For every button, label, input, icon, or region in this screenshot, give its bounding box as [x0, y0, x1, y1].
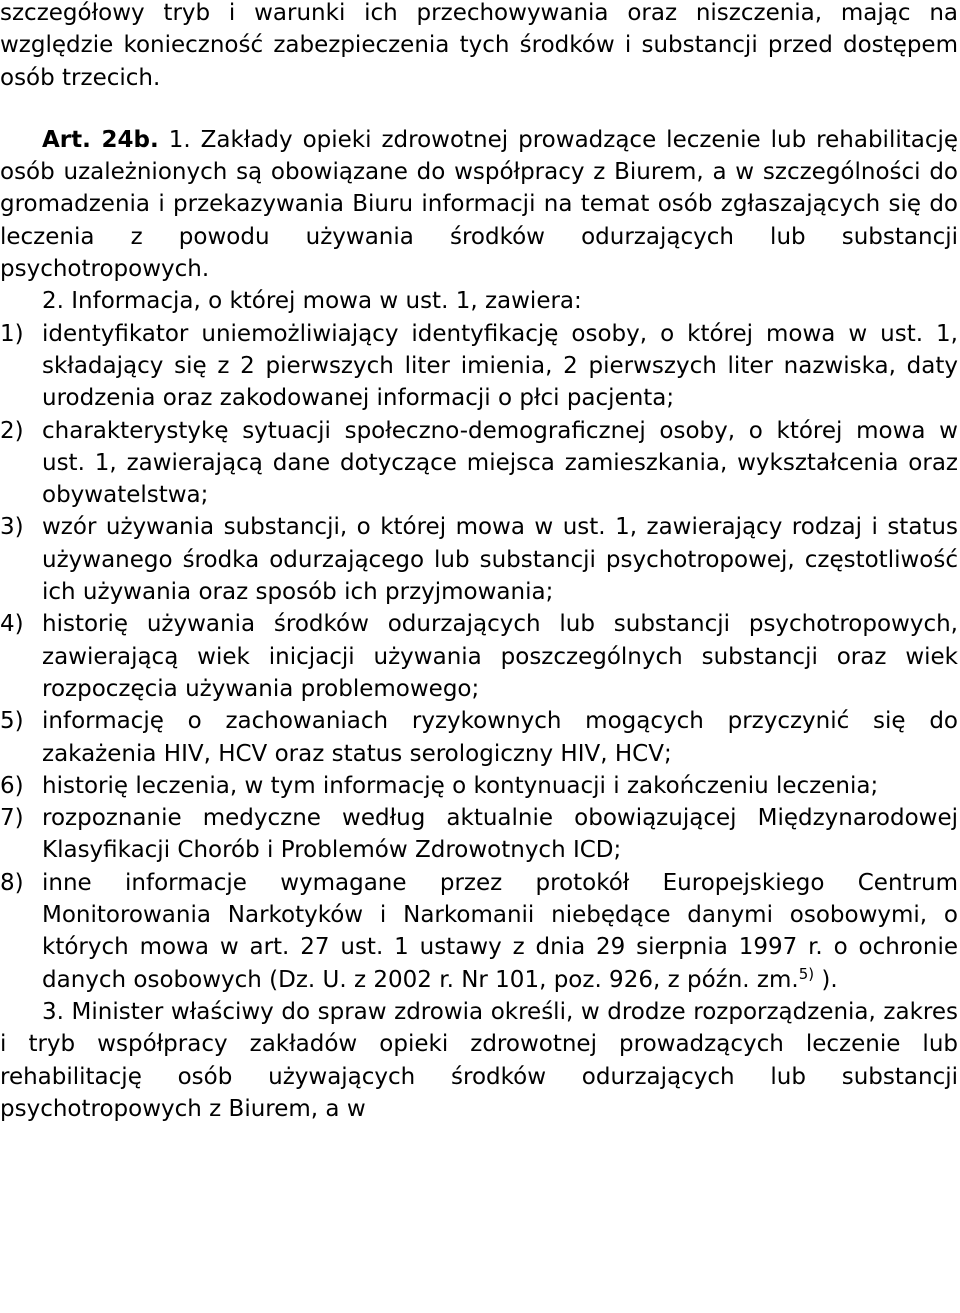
paragraph-2-intro: 2. Informacja, o której mowa w ust. 1, zawiera: [42, 288, 582, 315]
paragraph-gap [0, 94, 958, 124]
item-number: 7) [0, 805, 24, 832]
item-number: 1) [0, 320, 24, 347]
list-item [0, 415, 958, 512]
article-heading: Art. 24b. [42, 126, 159, 153]
list-item [0, 770, 958, 802]
list-item [0, 867, 958, 996]
item-number: 8) [0, 869, 24, 896]
paragraph-1-text: 1. Zakłady opieki zdrowotnej prowadzące leczenie lub rehabilitację osób uzależnionych są obowiązane do współpracy z Biurem, a w szczególności do gromadzenia i przekazywania Biuru informacji na temat osób zgłaszających się do leczenia z powodu używania środków odurzających lub substancji psychotropowych. [0, 126, 959, 283]
footnote-marker: 5) [798, 964, 815, 983]
item-number: 3) [0, 514, 24, 541]
list-item [0, 318, 958, 415]
item-text: informację o zachowaniach ryzykownych mogących przyczynić się do zakażenia HIV, HCV oraz status serologiczny HIV, HCV; [42, 708, 958, 767]
list-item [0, 608, 958, 705]
item-text-closing: ). [814, 966, 838, 993]
item-text: historię leczenia, w tym informację o kontynuacji i zakończeniu leczenia; [42, 772, 879, 799]
list-item [0, 511, 958, 608]
item-text: identyfikator uniemożliwiający identyfikację osoby, o której mowa w ust. 1, składający się z 2 pierwszych liter imienia, 2 pierwszych liter nazwiska, daty urodzenia oraz zakodowanej informacji o płci pacjenta; [42, 320, 958, 412]
intro-paragraph: szczegółowy tryb i warunki ich przechowywania oraz niszczenia, mając na względzie konieczność zabezpieczenia tych środków i substancji przed dostępem osób trzecich. [0, 0, 958, 91]
paragraph-3: 3. Minister właściwy do spraw zdrowia określi, w drodze rozporządzenia, zakres i tryb współpracy zakładów opieki zdrowotnej prowadzących leczenie lub rehabilitację osób używających środków odurzających lub substancji psychotropowych z Biurem, a w [0, 998, 958, 1122]
item-number: 5) [0, 708, 24, 735]
item-number: 4) [0, 611, 24, 638]
item-number: 2) [0, 417, 24, 444]
item-text: charakterystykę sytuacji społeczno-demograficznej osoby, o której mowa w ust. 1, zawierającą dane dotyczące miejsca zamieszkania, wykształcenia oraz obywatelstwa; [42, 417, 958, 509]
item-list [0, 318, 958, 996]
item-text: wzór używania substancji, o której mowa w ust. 1, zawierający rodzaj i status używanego środka odurzającego lub substancji psychotropowej, częstotliwość ich używania oraz sposób ich przyjmowania; [42, 514, 958, 606]
article-paragraph-1 [0, 124, 958, 285]
list-item [0, 802, 958, 867]
list-item [0, 705, 958, 770]
item-text-container [42, 867, 958, 996]
item-text: historię używania środków odurzających lub substancji psychotropowych, zawierającą wiek inicjacji używania poszczególnych substancji oraz wiek rozpoczęcia używania problemowego; [42, 611, 958, 702]
item-number: 6) [0, 772, 24, 799]
item-text: inne informacje wymagane przez protokół Europejskiego Centrum Monitorowania Narkotyków i Narkomanii niebędące danymi osobowymi, o których mowa w art. 27 ust. 1 ustawy z dnia 29 sierpnia 1997 r. o ochronie danych osobowych (Dz. U. z 2002 r. Nr 101, poz. 926, z późn. zm. [42, 869, 958, 993]
item-text: rozpoznanie medyczne według aktualnie obowiązującej Międzynarodowej Klasyfikacji Chorób i Problemów Zdrowotnych ICD; [42, 805, 958, 864]
